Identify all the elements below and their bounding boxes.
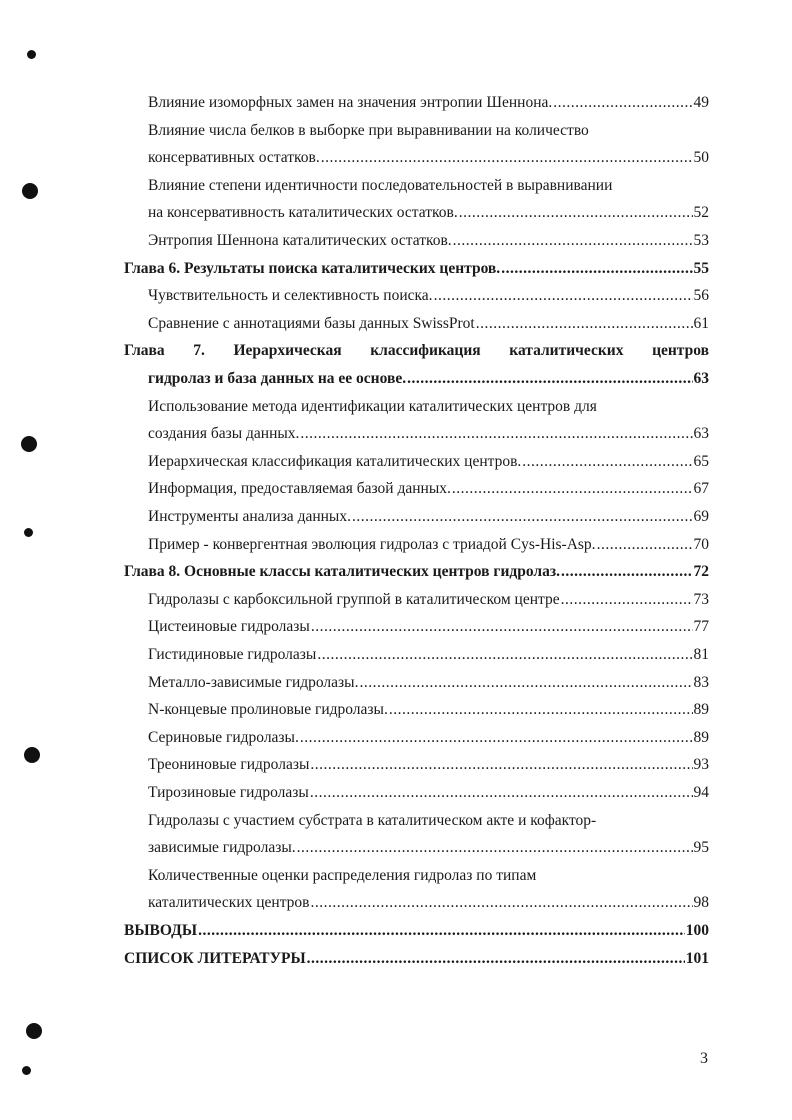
toc-leader-dots bbox=[359, 673, 692, 693]
toc-leader-dots bbox=[389, 700, 693, 720]
toc-entry-page: 69 bbox=[693, 508, 709, 525]
toc-leader-dots bbox=[459, 203, 693, 223]
toc-entry-title: Влияние изоморфных замен на значения энтропии Шеннона. bbox=[148, 94, 553, 111]
toc-entry-page: 100 bbox=[685, 922, 709, 939]
toc-entry-title: Тирозиновые гидролазы bbox=[148, 784, 309, 801]
toc-entry-title: гидролаз и база данных на ее основе. bbox=[148, 370, 407, 387]
toc-leader-dots bbox=[553, 93, 692, 113]
punch-hole bbox=[24, 528, 33, 537]
toc-leader-dots bbox=[310, 755, 692, 775]
toc-entry-page: 93 bbox=[693, 756, 709, 774]
toc-entry-page: 63 bbox=[693, 425, 709, 443]
toc-entry-title: Гидролазы с участием субстрата в каталитическом акте и кофактор- bbox=[148, 811, 597, 829]
toc-entry-page: 81 bbox=[693, 646, 709, 663]
toc-leader-dots bbox=[198, 921, 685, 941]
toc-entry-title: Треониновые гидролазы bbox=[148, 756, 310, 774]
punch-hole bbox=[22, 1066, 31, 1075]
toc-leader-dots bbox=[453, 231, 693, 251]
toc-entry-page: 95 bbox=[693, 839, 709, 857]
toc-entry bbox=[148, 866, 709, 886]
toc-chapter-entry bbox=[124, 259, 709, 279]
toc-entry bbox=[148, 397, 709, 417]
toc-entry-page: 52 bbox=[693, 204, 709, 222]
toc-entry bbox=[148, 811, 709, 831]
toc-chapter-entry bbox=[124, 341, 709, 361]
toc-entry bbox=[148, 452, 709, 472]
toc-entry-page: 67 bbox=[693, 480, 709, 498]
toc-leader-dots bbox=[310, 783, 693, 803]
toc-entry-page: 50 bbox=[693, 149, 709, 167]
toc-entry bbox=[148, 479, 709, 499]
toc-leader-dots bbox=[561, 562, 693, 582]
toc-entry-page: 73 bbox=[693, 590, 709, 608]
toc-leader-dots bbox=[452, 479, 693, 499]
toc-entry-title: Инструменты анализа данных. bbox=[148, 508, 351, 525]
toc-entry-title: Глава 8. Основные классы каталитических центров гидролаз. bbox=[124, 563, 560, 581]
toc-entry-page: 49 bbox=[693, 94, 709, 111]
toc-entry-page: 89 bbox=[693, 701, 709, 719]
toc-entry bbox=[148, 148, 709, 168]
toc-entry-page: 53 bbox=[693, 232, 709, 249]
toc-leader-dots bbox=[311, 617, 693, 637]
toc-chapter-entry bbox=[124, 562, 709, 582]
toc-leader-dots bbox=[321, 148, 693, 168]
toc-leader-dots bbox=[311, 893, 693, 913]
toc-leader-dots bbox=[407, 369, 692, 389]
toc-entry-title: Влияние степени идентичности последовательностей в выравнивании bbox=[148, 176, 613, 194]
toc-entry-title: Энтропия Шеннона каталитических остатков. bbox=[148, 232, 452, 249]
toc-entry-title: Гистидиновые гидролазы bbox=[148, 646, 317, 663]
toc-entry bbox=[148, 424, 709, 444]
toc-entry bbox=[148, 728, 709, 748]
toc-leader-dots bbox=[300, 424, 692, 444]
toc-entry bbox=[148, 893, 709, 913]
toc-entry-title: Количественные оценки распределения гидролаз по типам bbox=[148, 866, 537, 884]
toc-entry bbox=[148, 700, 709, 720]
toc-entry-title: Гидролазы с карбоксильной группой в каталитическом центре bbox=[148, 590, 560, 608]
toc-entry bbox=[148, 590, 709, 610]
toc-entry-page: 65 bbox=[693, 452, 709, 470]
toc-entry-title: Сравнение с аннотациями базы данных SwissProt bbox=[148, 314, 475, 332]
toc-chapter-entry bbox=[124, 949, 709, 969]
punch-hole bbox=[27, 50, 36, 59]
toc-leader-dots bbox=[561, 590, 693, 610]
toc-entry bbox=[148, 314, 709, 334]
toc-entry-title: СПИСОК ЛИТЕРАТУРЫ bbox=[124, 949, 306, 967]
toc-entry-title: Информация, предоставляемая базой данных. bbox=[148, 480, 451, 498]
punch-hole bbox=[26, 1023, 42, 1039]
toc-entry bbox=[148, 286, 709, 306]
toc-entry-title: Металло-зависимые гидролазы. bbox=[148, 673, 359, 691]
toc-entry bbox=[148, 203, 709, 223]
toc-entry bbox=[148, 507, 709, 527]
punch-hole bbox=[21, 436, 37, 452]
toc-leader-dots bbox=[501, 259, 692, 279]
toc-entry-title: Влияние числа белков в выборке при выравнивании на количество bbox=[148, 121, 589, 139]
toc-entry-page: 55 bbox=[693, 259, 709, 277]
toc-entry bbox=[148, 231, 709, 251]
toc-entry-page: 98 bbox=[693, 894, 709, 912]
toc-chapter-entry bbox=[124, 921, 709, 941]
toc-entry-title: Использование метода идентификации каталитических центров для bbox=[148, 397, 597, 415]
toc-entry bbox=[148, 535, 709, 555]
toc-leader-dots bbox=[300, 728, 693, 748]
toc-entry bbox=[148, 93, 709, 113]
toc-entry-title: Глава 6. Результаты поиска каталитических центров. bbox=[124, 259, 501, 277]
toc-entry-title: на консервативность каталитических остатков. bbox=[148, 204, 458, 222]
toc-entry bbox=[148, 673, 709, 693]
toc-entry-title: консервативных остатков. bbox=[148, 149, 320, 167]
toc-leader-dots bbox=[476, 314, 693, 334]
toc-leader-dots bbox=[352, 507, 693, 527]
toc-entry-title: создания базы данных. bbox=[148, 425, 300, 443]
toc-entry-title: Пример - конвергентная эволюция гидролаз с триадой Cys-His-Asp. bbox=[148, 535, 596, 553]
toc-entry-page: 70 bbox=[693, 535, 709, 553]
toc-entry bbox=[148, 645, 709, 665]
toc-entry bbox=[148, 755, 709, 775]
toc-entry-page: 56 bbox=[693, 287, 709, 305]
toc-chapter-entry bbox=[148, 369, 709, 389]
toc-leader-dots bbox=[434, 286, 693, 306]
toc-leader-dots bbox=[597, 535, 693, 555]
toc-entry-title: N-концевые пролиновые гидролазы. bbox=[148, 701, 388, 719]
toc-entry-page: 61 bbox=[693, 314, 709, 332]
toc-entry bbox=[148, 121, 709, 141]
toc-entry bbox=[148, 176, 709, 196]
toc-entry-title: Цистеиновые гидролазы bbox=[148, 618, 310, 636]
toc-entry-title: Сериновые гидролазы. bbox=[148, 728, 299, 746]
toc-entry-title: зависимые гидролазы. bbox=[148, 839, 296, 857]
toc-entry-page: 89 bbox=[693, 728, 709, 746]
toc-entry bbox=[148, 617, 709, 637]
punch-hole bbox=[22, 183, 38, 199]
toc-entry bbox=[148, 783, 709, 803]
toc-leader-dots bbox=[522, 452, 692, 472]
punch-hole bbox=[24, 747, 40, 763]
toc-leader-dots bbox=[297, 838, 693, 858]
toc-entry-page: 94 bbox=[693, 784, 709, 801]
toc-entry-page: 72 bbox=[693, 563, 709, 581]
toc-entry-page: 63 bbox=[693, 370, 709, 387]
toc-entry-page: 101 bbox=[685, 949, 709, 967]
toc-entry-title: Глава 7. Иерархическая классификация каталитических центров bbox=[124, 342, 709, 360]
toc-entry bbox=[148, 838, 709, 858]
toc-entry-page: 77 bbox=[693, 618, 709, 636]
toc-leader-dots bbox=[317, 645, 692, 665]
toc-entry-title: Чувствительность и селективность поиска. bbox=[148, 287, 433, 305]
toc-entry-title: Иерархическая классификация каталитических центров. bbox=[148, 452, 522, 470]
toc-leader-dots bbox=[307, 949, 685, 969]
toc-entry-page: 83 bbox=[693, 673, 709, 691]
page-number: 3 bbox=[700, 1050, 708, 1067]
toc-entry-title: каталитических центров bbox=[148, 894, 310, 912]
toc-entry-title: ВЫВОДЫ bbox=[124, 922, 198, 939]
